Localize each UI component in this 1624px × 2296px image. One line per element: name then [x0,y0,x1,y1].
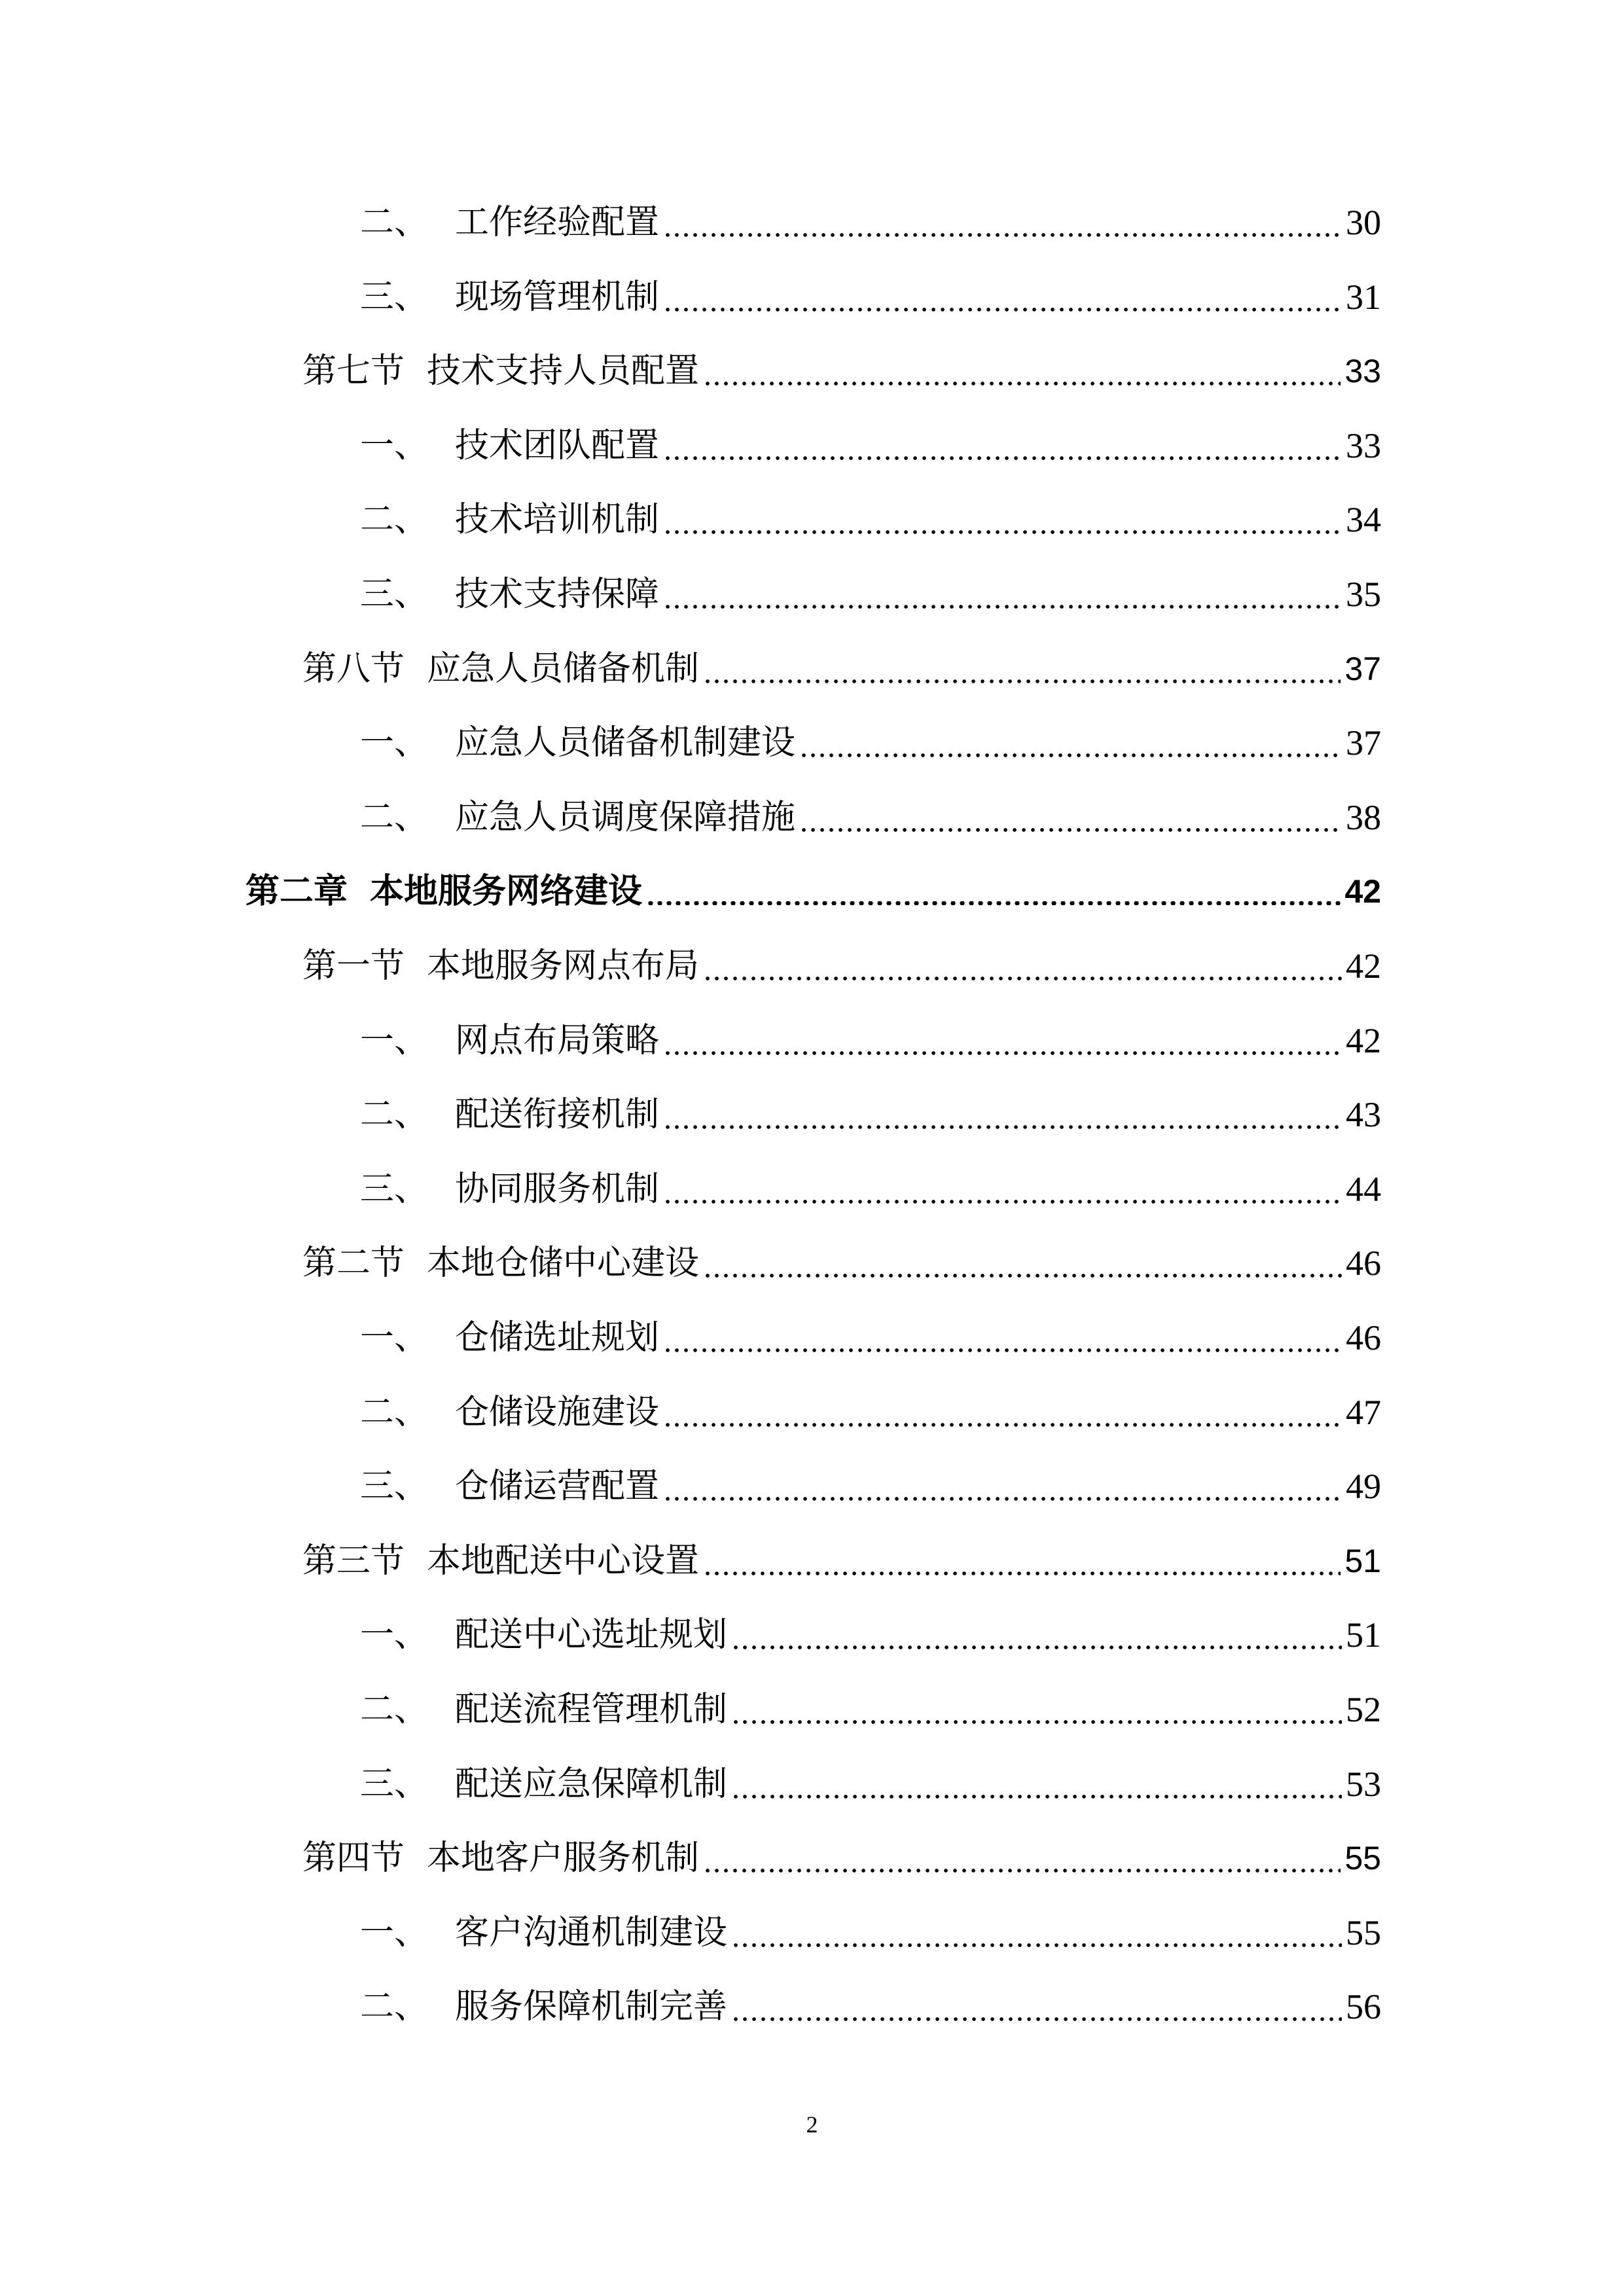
toc-entry-number: 第七节 [302,351,405,391]
toc-entry-title: 配送中心选址规划 [455,1615,728,1655]
toc-entry-title: 配送流程管理机制 [455,1690,728,1729]
toc-entry-title: 本地客户服务机制 [427,1839,700,1878]
toc-entry-title: 技术团队配置 [455,425,660,465]
toc-dot-leader [646,901,1341,906]
toc-entry-page: 30 [1346,203,1381,242]
toc-entry-number: 第一节 [302,946,405,986]
toc-entry-number: 三、 [360,1169,429,1209]
toc-entry-title: 技术支持人员配置 [427,351,700,391]
toc-entry-number: 一、 [360,1615,429,1655]
toc-entry-title: 本地服务网点布局 [427,946,700,986]
toc-dot-leader [731,1720,1342,1724]
toc-dot-leader [703,1869,1341,1873]
toc-entry-page: 49 [1346,1467,1381,1507]
toc-entry-number: 三、 [360,277,429,317]
toc-entry [302,1237,1381,1289]
toc-entry [302,345,1381,397]
toc-entry-title: 应急人员储备机制建设 [455,723,796,763]
toc-entry-title: 仓储选址规划 [455,1318,660,1357]
toc-entry [360,1907,1381,1959]
toc-entry-number: 第二章 [245,871,348,912]
toc-entry-number: 二、 [360,203,429,242]
toc-entry-page: 42 [1344,873,1381,910]
toc-entry-number: 三、 [360,1467,429,1507]
toc-entry-page: 35 [1346,575,1381,614]
toc-dot-leader [731,2017,1342,2021]
toc-dot-leader [799,753,1342,757]
toc-entry-page: 46 [1346,1318,1381,1357]
toc-entry [360,717,1381,769]
toc-entry-page: 43 [1346,1095,1381,1135]
toc-dot-leader [663,308,1342,312]
toc-entry [360,1014,1381,1067]
toc-entry-page: 34 [1346,500,1381,540]
toc-dot-leader [703,679,1341,683]
toc-entry-number: 一、 [360,723,429,763]
toc-entry [360,196,1381,249]
toc-dot-leader [731,1795,1342,1799]
toc-entry-page: 55 [1344,1840,1381,1877]
toc-entry-page: 37 [1344,650,1381,687]
toc-entry-page: 46 [1346,1244,1381,1283]
toc-entry-number: 三、 [360,575,429,614]
toc-entry [360,1312,1381,1364]
toc-entry-number: 二、 [360,1095,429,1135]
toc-entry-page: 31 [1346,277,1381,317]
toc-entry-page: 37 [1346,723,1381,763]
toc-entry-number: 一、 [360,425,429,465]
toc-entry-page: 56 [1346,1987,1381,2027]
toc-entry-title: 仓储设施建设 [455,1392,660,1432]
toc-entry-title: 技术支持保障 [455,575,660,614]
toc-entry-page: 33 [1346,425,1381,465]
toc-dot-leader [703,1274,1342,1278]
toc-entry [360,568,1381,620]
toc-entry [360,1163,1381,1215]
toc-dot-leader [703,977,1342,980]
toc-entry-page: 42 [1346,1020,1381,1060]
toc-entry-title: 本地配送中心设置 [427,1541,700,1581]
toc-entry-number: 二、 [360,1392,429,1432]
toc-entry-title: 本地仓储中心建设 [427,1244,700,1283]
toc-entry-page: 53 [1346,1764,1381,1804]
toc-entry [360,271,1381,323]
toc-entry-number: 第四节 [302,1839,405,1878]
toc-dot-leader [663,1423,1342,1427]
toc-dot-leader [663,233,1342,237]
toc-entry-number: 第八节 [302,649,405,689]
toc-entry-page: 51 [1346,1615,1381,1655]
toc-entry-number: 二、 [360,500,429,540]
toc-entry-page: 38 [1346,797,1381,837]
page-number: 2 [806,2111,818,2138]
toc-entry [360,1758,1381,1810]
toc-entry-title: 工作经验配置 [455,203,660,242]
toc-entry [302,643,1381,695]
toc-entry-page: 42 [1346,946,1381,986]
toc-dot-leader [703,1571,1341,1575]
toc-dot-leader [799,828,1342,832]
toc-entry-number: 二、 [360,797,429,837]
toc-entry [360,1386,1381,1439]
toc-entry-title: 客户沟通机制建设 [455,1912,728,1952]
toc-entry-title: 技术培训机制 [455,500,660,540]
toc-entry-number: 三、 [360,1764,429,1804]
toc-dot-leader [663,1497,1342,1501]
toc-entry [360,1460,1381,1513]
toc-dot-leader [731,1645,1342,1649]
toc-dot-leader [663,530,1342,534]
toc-entry-number: 二、 [360,1690,429,1729]
toc-entry-page: 55 [1346,1912,1381,1952]
toc-entry-page: 47 [1346,1392,1381,1432]
toc-dot-leader [663,605,1342,609]
toc-entry [245,865,1381,918]
toc-entry-page: 44 [1346,1169,1381,1209]
toc-entry-title: 协同服务机制 [455,1169,660,1209]
toc-entry-number: 第二节 [302,1244,405,1283]
toc-entry-title: 服务保障机制完善 [455,1987,728,2027]
toc-entry-title: 应急人员调度保障措施 [455,797,796,837]
toc-entry [360,1981,1381,2033]
toc-entry-title: 配送应急保障机制 [455,1764,728,1804]
toc-entry [302,1535,1381,1587]
toc-dot-leader [663,1348,1342,1352]
toc-entry [360,1609,1381,1661]
toc-entry-title: 仓储运营配置 [455,1467,660,1507]
toc-dot-leader [663,456,1342,460]
toc-entry [360,493,1381,546]
toc-entry-title: 现场管理机制 [455,277,660,317]
toc-entry-title: 网点布局策略 [455,1020,660,1060]
toc-entry [360,420,1381,472]
toc-dot-leader [663,1051,1342,1055]
toc-dot-leader [663,1200,1342,1204]
toc-entry-title: 应急人员储备机制 [427,649,700,689]
toc-entry [360,1683,1381,1736]
toc-entry-page: 52 [1346,1690,1381,1729]
toc-entry-title: 本地服务网络建设 [370,871,643,912]
toc-entry-title: 配送衔接机制 [455,1095,660,1135]
toc-entry-page: 51 [1344,1542,1381,1579]
toc-dot-leader [663,1125,1342,1129]
toc-entry-number: 一、 [360,1912,429,1952]
toc-entry-number: 第三节 [302,1541,405,1581]
toc-entry-number: 一、 [360,1020,429,1060]
toc-entry-page: 33 [1344,353,1381,390]
toc-entry [360,791,1381,844]
toc-dot-leader [731,1943,1342,1947]
toc-entry-number: 二、 [360,1987,429,2027]
toc-dot-leader [703,382,1341,386]
toc-entry [360,1088,1381,1141]
toc-entry [302,940,1381,992]
toc-entry [302,1832,1381,1884]
toc-entry-number: 一、 [360,1318,429,1357]
